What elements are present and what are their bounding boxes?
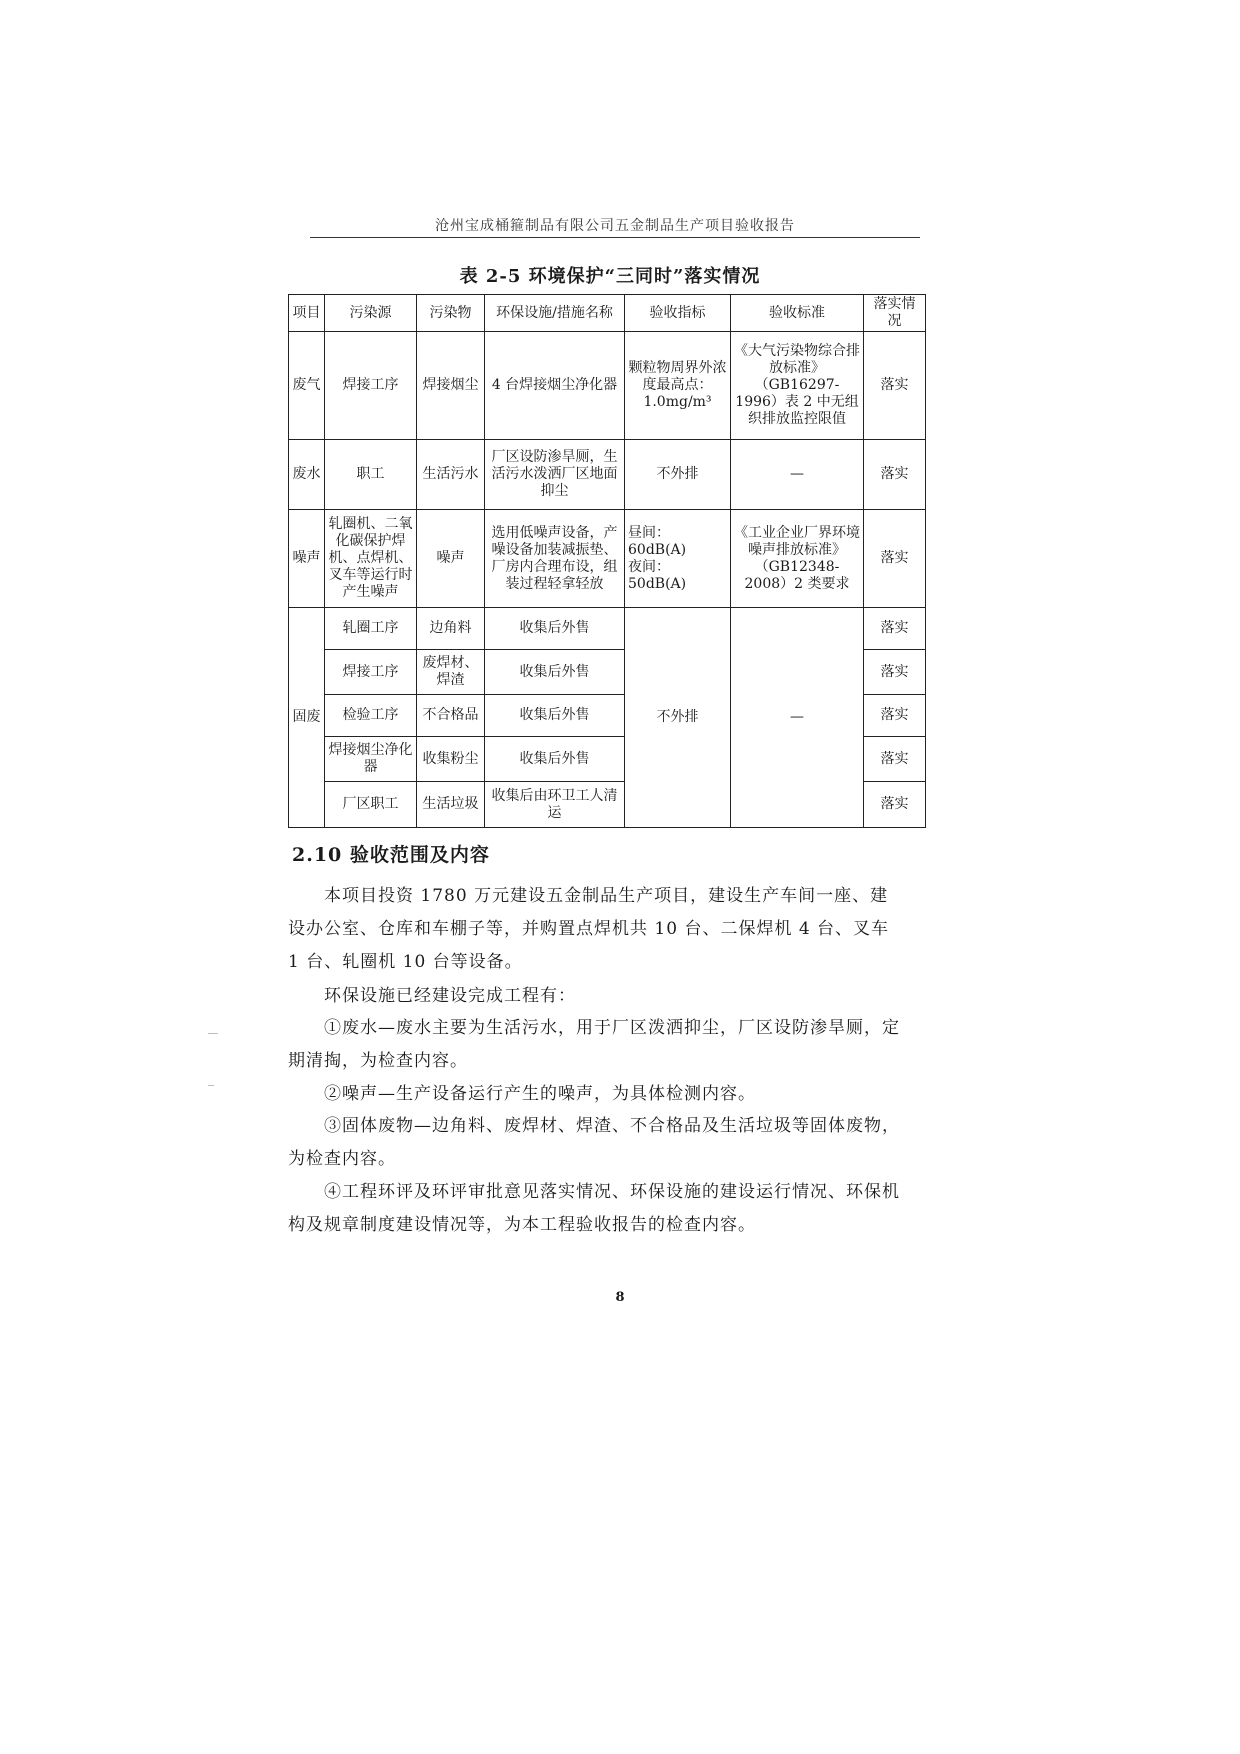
pollutant-cell: 不合格品: [417, 695, 485, 737]
indicator-cell: 颗粒物周界外浓度最高点：1.0mg/m³: [625, 332, 731, 440]
report-header: 沧州宝成桶箍制品有限公司五金制品生产项目验收报告: [435, 218, 795, 234]
measure-cell: 收集后由环卫工人清运: [485, 782, 625, 828]
scan-mark: [208, 1085, 214, 1086]
section-title: 2.10 验收范围及内容: [292, 844, 490, 866]
status-cell: 落实: [864, 650, 926, 695]
section-paragraph: ②噪声—生产设备运行产生的噪声，为具体检测内容。: [324, 1084, 756, 1104]
indicator-day: 昼间：60dB(A): [628, 524, 687, 558]
column-header: 污染源: [325, 295, 417, 332]
column-header: 验收指标: [625, 295, 731, 332]
measure-cell: 选用低噪声设备，产噪设备加装减振垫、厂房内合理布设，组装过程轻拿轻放: [485, 510, 625, 608]
measure-cell: 4 台焊接烟尘净化器: [485, 332, 625, 440]
category-cell: 废气: [289, 332, 325, 440]
scan-mark: [208, 1033, 218, 1034]
category-cell: 废水: [289, 440, 325, 510]
table-row: [289, 332, 926, 440]
column-header: 验收标准: [731, 295, 864, 332]
status-cell: 落实: [864, 332, 926, 440]
status-cell: 落实: [864, 737, 926, 782]
measure-cell: 收集后外售: [485, 737, 625, 782]
standard-cell: 《大气污染物综合排放标准》（GB16297-1996）表 2 中无组织排放监控限值: [731, 332, 864, 440]
source-cell: 焊接工序: [325, 650, 417, 695]
section-paragraph: ④工程环评及环评审批意见落实情况、环保设施的建设运行情况、环保机构及规章制度建设情况等，为本工程验收报告的检查内容。: [288, 1182, 900, 1235]
category-cell: 噪声: [289, 510, 325, 608]
source-cell: 轧圈机、二氧化碳保护焊机、点焊机、叉车等运行时产生噪声: [325, 510, 417, 608]
pollutant-cell: 生活垃圾: [417, 782, 485, 828]
pollutant-cell: 生活污水: [417, 440, 485, 510]
pollutant-cell: 废焊材、焊渣: [417, 650, 485, 695]
column-header: 污染物: [417, 295, 485, 332]
column-header: 落实情况: [864, 295, 926, 332]
table-row: [289, 510, 926, 608]
column-header: 环保设施/措施名称: [485, 295, 625, 332]
indicator-cell: 不外排: [625, 608, 731, 828]
indicator-cell: [625, 510, 731, 608]
table-row: [289, 440, 926, 510]
status-cell: 落实: [864, 440, 926, 510]
measure-cell: 收集后外售: [485, 608, 625, 650]
status-cell: 落实: [864, 782, 926, 828]
measure-cell: 收集后外售: [485, 695, 625, 737]
three-simultaneities-table: [288, 294, 926, 828]
section-paragraph: 环保设施已经建设完成工程有：: [324, 986, 576, 1006]
standard-cell: 《工业企业厂界环境噪声排放标准》（GB12348-2008）2 类要求: [731, 510, 864, 608]
source-cell: 检验工序: [325, 695, 417, 737]
pollutant-cell: 收集粉尘: [417, 737, 485, 782]
indicator-cell: 不外排: [625, 440, 731, 510]
standard-cell: —: [731, 440, 864, 510]
measure-cell: 厂区设防渗旱厕，生活污水泼洒厂区地面抑尘: [485, 440, 625, 510]
measure-cell: 收集后外售: [485, 650, 625, 695]
table-row: [289, 608, 926, 650]
status-cell: 落实: [864, 695, 926, 737]
status-cell: 落实: [864, 608, 926, 650]
standard-cell: —: [731, 608, 864, 828]
pollutant-cell: 边角料: [417, 608, 485, 650]
indicator-night: 夜间：50dB(A): [628, 558, 687, 592]
status-cell: 落实: [864, 510, 926, 608]
source-cell: 焊接烟尘净化器: [325, 737, 417, 782]
source-cell: 厂区职工: [325, 782, 417, 828]
column-header: 项目: [289, 295, 325, 332]
source-cell: 轧圈工序: [325, 608, 417, 650]
section-paragraph: ③固体废物—边角料、废焊材、焊渣、不合格品及生活垃圾等固体废物，为检查内容。: [288, 1116, 900, 1169]
page-number: 8: [615, 1290, 625, 1305]
pollutant-cell: 焊接烟尘: [417, 332, 485, 440]
source-cell: 焊接工序: [325, 332, 417, 440]
table-header-row: [289, 295, 926, 332]
source-cell: 职工: [325, 440, 417, 510]
header-rule: [310, 237, 920, 238]
pollutant-cell: 噪声: [417, 510, 485, 608]
table-caption: 表 2-5 环境保护“三同时”落实情况: [459, 266, 761, 287]
section-paragraph: 本项目投资 1780 万元建设五金制品生产项目，建设生产车间一座、建设办公室、仓库和车棚子等，并购置点焊机共 10 台、二保焊机 4 台、叉车 1 台、轧圈机 10 台等设备。: [288, 886, 890, 972]
category-cell: 固废: [289, 608, 325, 828]
section-paragraph: ①废水—废水主要为生活污水，用于厂区泼洒抑尘，厂区设防渗旱厕，定期清掏，为检查内容。: [288, 1018, 900, 1071]
